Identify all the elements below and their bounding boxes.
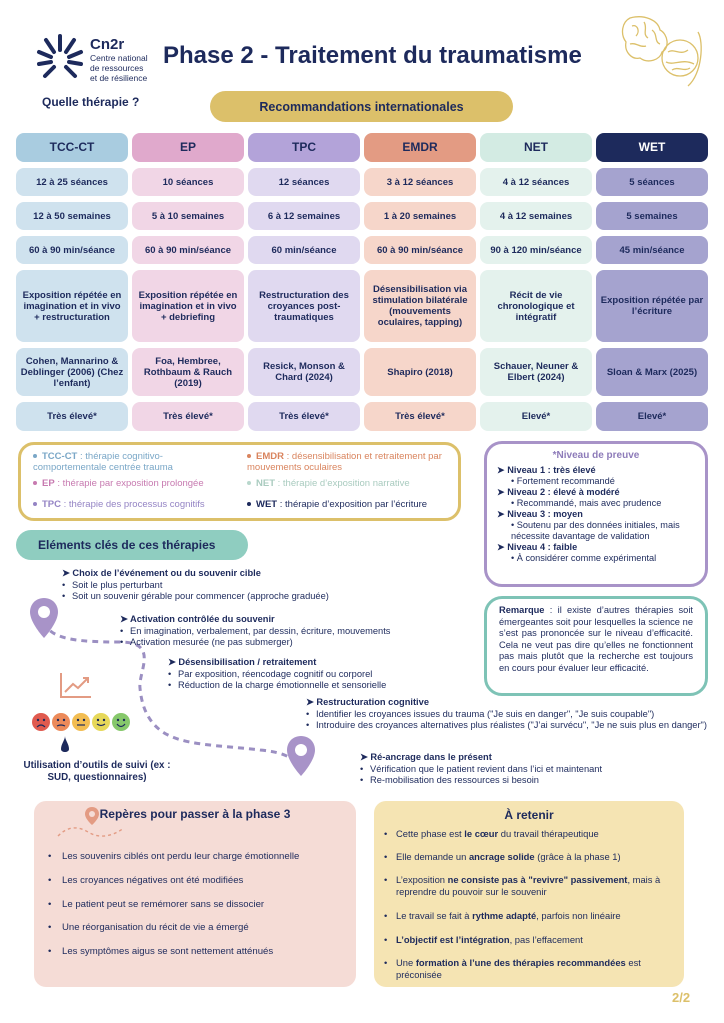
- legend-abbr: WET: [256, 499, 278, 510]
- legend-abbr: EMDR: [256, 451, 284, 462]
- recommendations-banner: Recommandations internationales: [210, 91, 513, 122]
- step-title: ➤ Choix de l’événement ou du souvenir cible: [62, 568, 261, 578]
- legend-item-tpc: TPC : thérapie des processus cognitifs: [33, 499, 243, 510]
- legend-dot: [247, 502, 251, 506]
- legend-dot: [33, 502, 37, 506]
- legend-text: thérapie des processus cognitifs: [68, 499, 205, 510]
- step-bullet: • Identifier les croyances issues du trauma ("Je suis en danger", "Je suis coupable"): [306, 709, 708, 721]
- therapy-sessions-cell: 12 séances: [248, 168, 360, 196]
- legend-item-tcc-ct: TCC-CT : thérapie cognitivo-comportementale centrée trauma: [33, 451, 173, 473]
- evidence-note: • À considérer comme expérimental: [511, 553, 657, 563]
- step-bullet: • Vérification que le patient revient dans l’ici et maintenant: [360, 764, 700, 776]
- marker-item: • Les souvenirs ciblés ont perdu leur charge émotionnelle: [48, 851, 299, 862]
- therapy-column-tpc: [248, 133, 360, 433]
- step-bullet: • Par exposition, réencodage cognitif ou corporel: [168, 669, 468, 681]
- page-number: 2/2: [672, 990, 691, 1005]
- step-bullet: • Re-mobilisation des ressources si besoin: [360, 775, 700, 787]
- therapy-sessions-cell: 5 séances: [596, 168, 708, 196]
- therapy-header: TPC: [248, 133, 360, 162]
- therapy-grid: [16, 133, 708, 433]
- location-pin-icon: [28, 596, 60, 647]
- therapy-duration-cell: 60 à 90 min/séance: [132, 236, 244, 264]
- abbreviation-legend: [18, 442, 461, 521]
- step-title: ➤ Désensibilisation / retraitement: [168, 657, 317, 667]
- legend-text: thérapie cognitivo-comportementale centrée trauma: [33, 451, 173, 473]
- dashed-route-icon: [56, 824, 126, 845]
- step-5: [360, 752, 700, 787]
- therapy-level-cell: Elevé*: [596, 402, 708, 431]
- key-takeaways-title: À retenir: [504, 808, 554, 822]
- therapy-method-cell: Exposition répétée en imagination et in vivo + restructuration: [16, 270, 128, 342]
- key-elements-title: Eléments clés de ces thérapies: [16, 530, 248, 560]
- legend-dot: [247, 454, 251, 458]
- page-title: Phase 2 - Traitement du traumatisme: [163, 42, 582, 69]
- step-title: ➤ Restructuration cognitive: [306, 697, 429, 707]
- legend-dot: [247, 481, 251, 485]
- therapy-method-cell: Récit de vie chronologique et intégratif: [480, 270, 592, 342]
- marker-item: • Les croyances négatives ont été modifiées: [48, 875, 243, 886]
- chart-trend-icon: [58, 670, 94, 705]
- logo-name: Cn2r: [90, 36, 125, 53]
- therapy-duration-cell: 60 à 90 min/séance: [364, 236, 476, 264]
- legend-item-wet: WET : thérapie d’exposition par l’écriture: [247, 499, 457, 510]
- takeaway-item: • L’exposition ne consiste pas à "revivre" passivement, mais à reprendre du pouvoir sur le souvenir: [384, 874, 674, 897]
- therapy-header: WET: [596, 133, 708, 162]
- takeaway-item: • Elle demande un ancrage solide (grâce à la phase 1): [384, 851, 674, 863]
- remark-label: Remarque: [499, 605, 545, 615]
- marker-item: • Les symptômes aigus se sont nettement atténués: [48, 946, 273, 957]
- legend-abbr: EP: [42, 478, 55, 489]
- therapy-weeks-cell: 4 à 12 semaines: [480, 202, 592, 230]
- therapy-weeks-cell: 1 à 20 semaines: [364, 202, 476, 230]
- legend-dot: [33, 454, 37, 458]
- step-title: ➤ Activation contrôlée du souvenir: [120, 614, 275, 624]
- legend-item-net: NET : thérapie d’exposition narrative: [247, 478, 457, 489]
- logo-sub-2: de ressources: [90, 63, 144, 73]
- therapy-weeks-cell: 5 semaines: [596, 202, 708, 230]
- therapy-weeks-cell: 6 à 12 semaines: [248, 202, 360, 230]
- therapy-column-tcc-ct: [16, 133, 128, 433]
- logo-sub-3: et de résilience: [90, 73, 148, 83]
- step-bullet: • Activation mesurée (ne pas submerger): [120, 637, 450, 649]
- therapy-weeks-cell: 12 à 50 semaines: [16, 202, 128, 230]
- takeaway-item: • Cette phase est le cœur du travail thérapeutique: [384, 828, 674, 840]
- therapy-duration-cell: 45 min/séance: [596, 236, 708, 264]
- therapy-ref-cell: Resick, Monson & Chard (2024): [248, 348, 360, 396]
- therapy-sessions-cell: 10 séances: [132, 168, 244, 196]
- legend-item-ep: EP : thérapie par exposition prolongée: [33, 478, 243, 489]
- legend-item-emdr: EMDR : désensibilisation et retraitement par mouvements oculaires: [247, 451, 442, 473]
- takeaway-item: • Une formation à l’une des thérapies recommandées est préconisée: [384, 957, 674, 980]
- logo-sub-1: Centre national: [90, 53, 148, 63]
- therapy-level-cell: Très élevé*: [16, 402, 128, 431]
- evidence-note: • Soutenu par des données initiales, mais nécessite davantage de validation: [511, 520, 680, 541]
- therapy-ref-cell: Sloan & Marx (2025): [596, 348, 708, 396]
- takeaway-item: • Le travail se fait à rythme adapté, parfois non linéaire: [384, 910, 674, 922]
- therapy-method-cell: Exposition répétée par l’écriture: [596, 270, 708, 342]
- therapy-weeks-cell: 5 à 10 semaines: [132, 202, 244, 230]
- therapy-sessions-cell: 3 à 12 séances: [364, 168, 476, 196]
- evidence-title: *Niveau de preuve: [552, 450, 640, 461]
- therapy-method-cell: Restructuration des croyances post-traumatiques: [248, 270, 360, 342]
- therapy-level-cell: Très élevé*: [248, 402, 360, 431]
- evidence-level-box: [484, 441, 708, 587]
- therapy-ref-cell: Schauer, Neuner & Elbert (2024): [480, 348, 592, 396]
- step-1: [62, 568, 382, 603]
- therapy-method-cell: Désensibilisation via stimulation bilatérale (mouvements oculaires, tapping): [364, 270, 476, 342]
- step-bullet: • Réduction de la charge émotionnelle et sensorielle: [168, 680, 468, 692]
- legend-text: thérapie d’exposition narrative: [282, 478, 410, 489]
- remark-box: [484, 596, 708, 696]
- therapy-duration-cell: 60 à 90 min/séance: [16, 236, 128, 264]
- remark-text: : il existe d’autres thérapies soit émergeantes soit pour lesquelles la science ne s’est pas prononcée sur le niveau d’efficacité. Cela ne veut pas dire qu’elles ne fonctionnent pas mais plutôt que la recherche est toujours en cours pour évaluer leur efficacité.: [499, 605, 693, 673]
- location-pin-icon: [285, 734, 317, 785]
- therapy-sessions-cell: 12 à 25 séances: [16, 168, 128, 196]
- therapy-column-emdr: [364, 133, 476, 433]
- therapy-ref-cell: Cohen, Mannarino & Deblinger (2006) (Chez l’enfant): [16, 348, 128, 396]
- step-bullet: • Introduire des croyances alternatives plus réalistes ("J’ai survécu", "Je ne suis plus en danger"): [306, 720, 708, 732]
- step-title: ➤ Ré-ancrage dans le présent: [360, 752, 492, 762]
- therapy-duration-cell: 90 à 120 min/séance: [480, 236, 592, 264]
- therapy-level-cell: Très élevé*: [132, 402, 244, 431]
- therapy-duration-cell: 60 min/séance: [248, 236, 360, 264]
- therapy-question: Quelle thérapie ?: [42, 95, 140, 109]
- evidence-level-4: ➤ Niveau 4 : faible: [497, 542, 578, 552]
- therapy-header: EMDR: [364, 133, 476, 162]
- therapy-column-wet: [596, 133, 708, 433]
- therapy-column-ep: [132, 133, 244, 433]
- step-bullet: • En imagination, verbalement, par dessin, écriture, mouvements: [120, 626, 450, 638]
- logo-icon: [36, 30, 84, 86]
- step-2: [120, 614, 450, 649]
- therapy-method-cell: Exposition répétée en imagination et in vivo + debriefing: [132, 270, 244, 342]
- therapy-column-net: [480, 133, 592, 433]
- marker-item: • Une réorganisation du récit de vie a émergé: [48, 922, 249, 933]
- evidence-note: • Recommandé, mais avec prudence: [511, 498, 662, 508]
- therapy-ref-cell: Foa, Hembree, Rothbaum & Rauch (2019): [132, 348, 244, 396]
- mood-scale-icon: [30, 711, 134, 762]
- therapy-level-cell: Très élevé*: [364, 402, 476, 431]
- evidence-note: • Fortement recommandé: [511, 476, 615, 486]
- marker-item: • Le patient peut se remémorer sans se dissocier: [48, 899, 264, 910]
- step-3: [168, 657, 468, 692]
- tracking-tools-label: Utilisation d’outils de suivi (ex : SUD, questionnaires): [23, 760, 171, 783]
- evidence-level-2: ➤ Niveau 2 : élevé à modéré: [497, 487, 620, 497]
- step-bullet: • Soit le plus perturbant: [62, 580, 382, 592]
- therapy-header: EP: [132, 133, 244, 162]
- legend-dot: [33, 481, 37, 485]
- legend-text: désensibilisation et retraitement par mouvements oculaires: [247, 451, 442, 473]
- step-4: [306, 697, 708, 732]
- therapy-ref-cell: Shapiro (2018): [364, 348, 476, 396]
- legend-abbr: TPC: [42, 499, 61, 510]
- brain-illustration-icon: [618, 12, 708, 92]
- therapy-header: NET: [480, 133, 592, 162]
- therapy-level-cell: Elevé*: [480, 402, 592, 431]
- legend-text: thérapie par exposition prolongée: [62, 478, 204, 489]
- logo-text: [90, 36, 148, 83]
- legend-text: thérapie d’exposition par l’écriture: [285, 499, 428, 510]
- evidence-level-1: ➤ Niveau 1 : très élevé: [497, 465, 596, 475]
- therapy-header: TCC-CT: [16, 133, 128, 162]
- therapy-sessions-cell: 4 à 12 séances: [480, 168, 592, 196]
- legend-abbr: NET: [256, 478, 275, 489]
- phase3-markers-title: Repères pour passer à la phase 3: [99, 807, 291, 821]
- step-bullet: • Soit un souvenir gérable pour commencer (approche graduée): [62, 591, 382, 603]
- legend-abbr: TCC-CT: [42, 451, 78, 462]
- takeaway-item: • L’objectif est l’intégration, pas l’effacement: [384, 934, 674, 946]
- evidence-level-3: ➤ Niveau 3 : moyen: [497, 509, 583, 519]
